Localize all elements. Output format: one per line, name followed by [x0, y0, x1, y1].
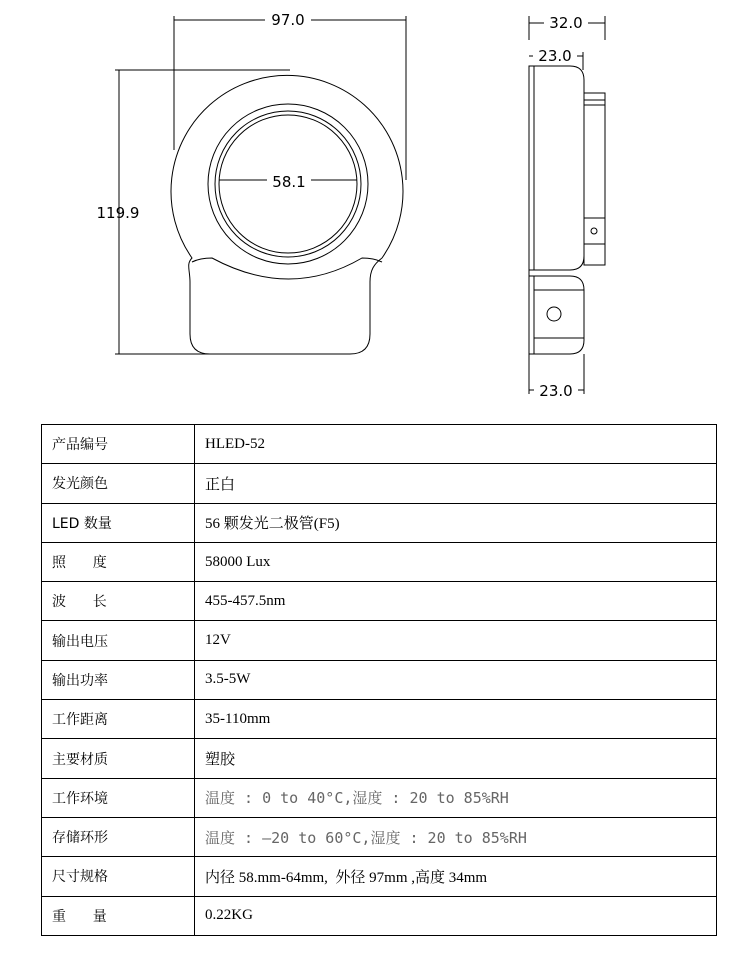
spec-label: 存储环形: [42, 817, 195, 856]
spec-value: 塑胶: [195, 739, 717, 778]
spec-label: 工作环境: [42, 778, 195, 817]
spec-label: 重 量: [42, 896, 195, 935]
spec-label: 波 长: [42, 582, 195, 621]
base-edge: [192, 258, 382, 279]
dim-depth-top-label: 23.0: [538, 47, 572, 65]
spec-label: 输出电压: [42, 621, 195, 660]
connector-hole: [591, 228, 597, 234]
spec-value: HLED-52: [195, 425, 717, 464]
spec-label: LED 数量: [42, 503, 195, 542]
spec-value: 58000 Lux: [195, 542, 717, 581]
rear-block: [584, 93, 605, 265]
dim-depth-label: 32.0: [549, 14, 583, 32]
spec-table-body: [42, 425, 717, 936]
spec-label: 发光颜色: [42, 464, 195, 503]
dim-lens-label: 58.1: [272, 173, 306, 191]
spec-table: [41, 424, 717, 936]
spec-value: 温度 : —20 to 60°C,湿度 : 20 to 85%RH: [195, 817, 717, 856]
table-row: [42, 621, 717, 660]
table-row: [42, 503, 717, 542]
front-view: [115, 16, 406, 354]
table-row: [42, 582, 717, 621]
table-row: [42, 817, 717, 856]
dim-width-label: 97.0: [271, 11, 305, 29]
spec-label: 产品编号: [42, 425, 195, 464]
spec-label: 照 度: [42, 542, 195, 581]
table-row: [42, 700, 717, 739]
table-row: [42, 857, 717, 896]
table-row: [42, 739, 717, 778]
spec-value: 35-110mm: [195, 700, 717, 739]
spec-value: 正白: [195, 464, 717, 503]
spec-label: 输出功率: [42, 660, 195, 699]
spec-label: 工作距离: [42, 700, 195, 739]
mount-hole: [547, 307, 561, 321]
technical-drawing: [0, 0, 750, 420]
spec-value: 56 颗发光二极管(F5): [195, 503, 717, 542]
spec-value: 12V: [195, 621, 717, 660]
body-outline: [171, 75, 403, 354]
spec-label: 尺寸规格: [42, 857, 195, 896]
table-row: [42, 425, 717, 464]
table-row: [42, 896, 717, 935]
spec-value: 3.5-5W: [195, 660, 717, 699]
table-row: [42, 778, 717, 817]
side-bracket: [529, 270, 584, 354]
table-row: [42, 660, 717, 699]
rear-connector: [584, 218, 605, 244]
spec-value: 温度 : 0 to 40°C,湿度 : 20 to 85%RH: [195, 778, 717, 817]
spec-value: 0.22KG: [195, 896, 717, 935]
table-row: [42, 464, 717, 503]
spec-label: 主要材质: [42, 739, 195, 778]
table-row: [42, 542, 717, 581]
dim-height-label: 119.9: [96, 204, 140, 222]
dim-depth-bottom-label: 23.0: [539, 382, 573, 400]
spec-value: 455-457.5nm: [195, 582, 717, 621]
spec-value: 内径 58.mm-64mm, 外径 97mm ,高度 34mm: [195, 857, 717, 896]
side-body: [529, 66, 584, 270]
side-view: [529, 16, 605, 394]
